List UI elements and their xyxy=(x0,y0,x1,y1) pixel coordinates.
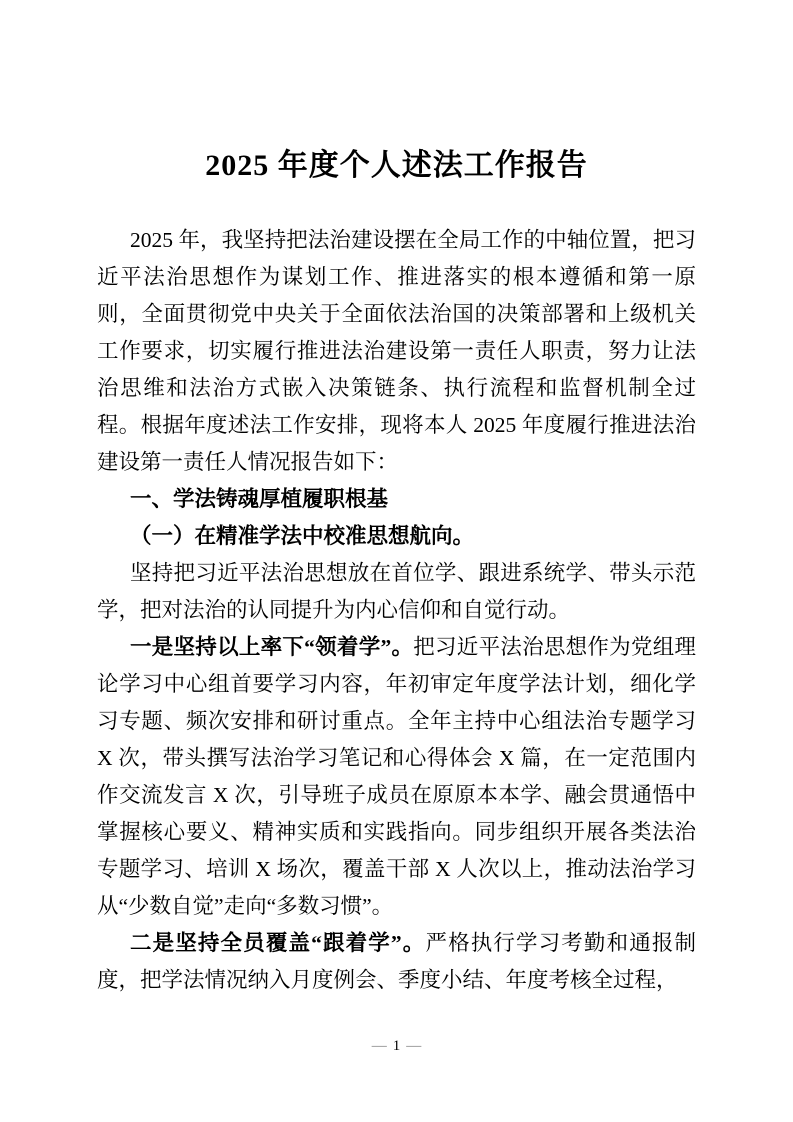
document-title: 2025 年度个人述法工作报告 xyxy=(205,149,588,182)
paragraph-point-two-text: 严格执行学习考勤和通报制度，把学法情况纳入月度例会、季度小结、年度考核全过程， xyxy=(97,931,696,992)
page-footer xyxy=(0,1036,793,1056)
footer-dash-right: — xyxy=(406,1038,422,1054)
paragraph-point-one-text: 把习近平法治思想作为党组理论学习中心组首要学习内容，年初审定年度学法计划，细化学习专题、频次安排和研讨重点。全年主持中心组法治专题学习 X 次，带头撰写法治学习笔记和心得体会 X 篇，在一定范围内作交流发言 X 次，引导班子成员在原原本本学、融会贯通悟中掌握核心要义、精神实质和实践指向。同步组织开展各类法治专题学习、培训 X 场次，覆盖干部 X 人次以上，推动法治学习从“少数自觉”走向“多数习惯”。 xyxy=(97,635,696,918)
paragraph-overview: 坚持把习近平法治思想放在首位学、跟进系统学、带头示范学，把对法治的认同提升为内心信仰和自觉行动。 xyxy=(97,561,696,622)
paragraph-point-two-lead: 二是坚持全员覆盖“跟着学”。 xyxy=(130,931,426,955)
paragraph-point-one xyxy=(97,629,696,925)
paragraph-point-one-lead: 一是坚持以上率下“领着学”。 xyxy=(130,635,414,659)
paragraph-intro: 2025 年，我坚持把法治建设摆在全局工作的中轴位置，把习近平法治思想作为谋划工作、推进落实的根本遵循和第一原则，全面贯彻党中央关于全面依法治国的决策部署和上级机关工作要求，切实履行推进法治建设第一责任人职责，努力让法治思维和法治方式嵌入决策链条、执行流程和监督机制全过程。根据年度述法工作安排，现将本人 2025 年度履行推进法治建设第一责任人情况报告如下： xyxy=(97,228,696,474)
footer-dash-left: — xyxy=(371,1038,387,1054)
document-body xyxy=(97,222,696,999)
section-heading-1: 一、学法铸魂厚植履职根基 xyxy=(130,487,389,511)
page-number: 1 xyxy=(392,1038,401,1054)
subsection-heading-1-1: （一）在精准学法中校准思想航向。 xyxy=(130,524,475,548)
paragraph-point-two xyxy=(97,925,696,999)
